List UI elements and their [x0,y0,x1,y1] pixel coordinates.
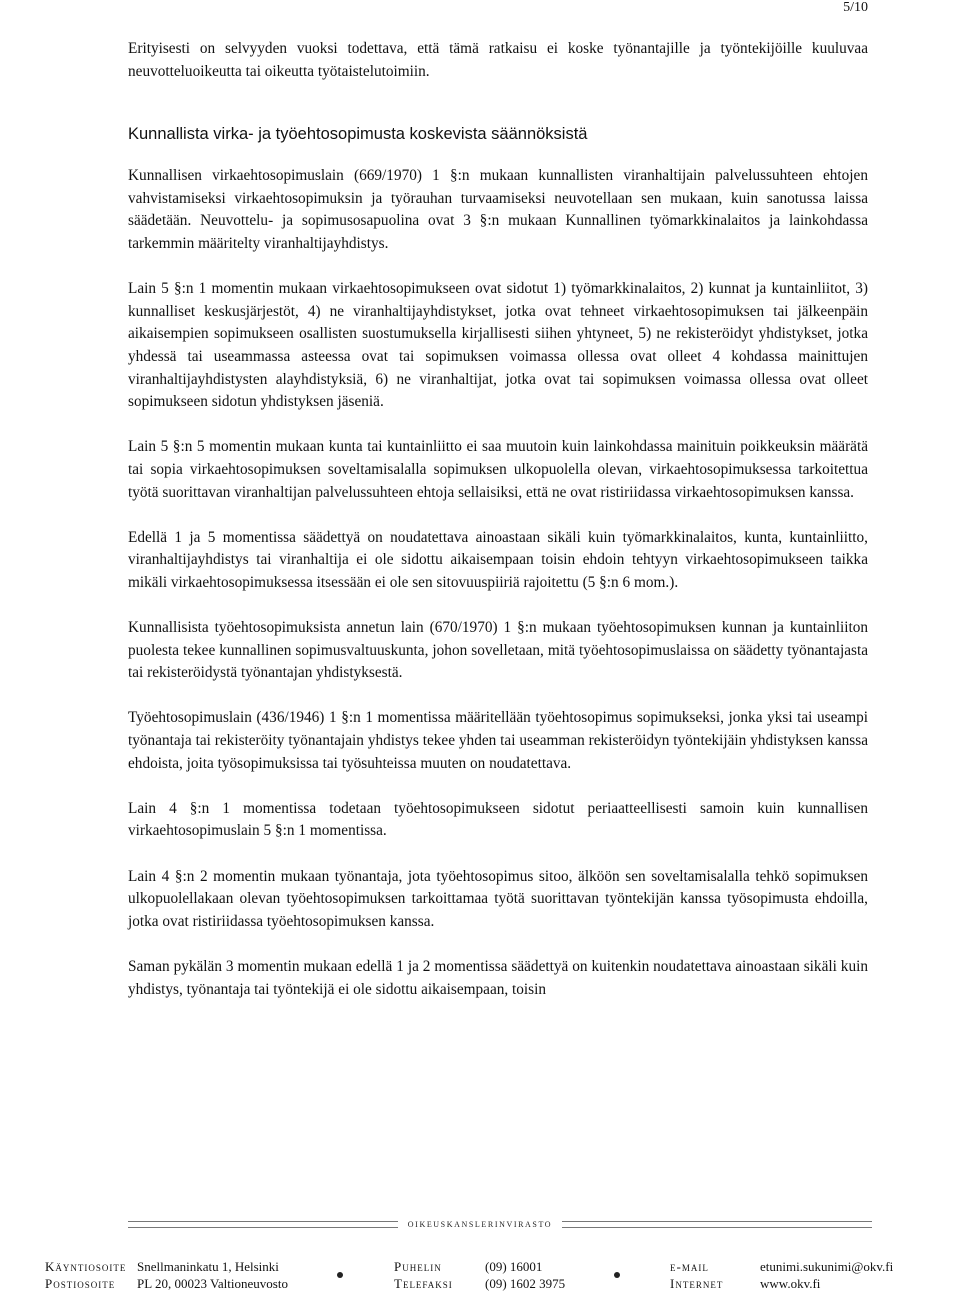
paragraph-intro: Erityisesti on selvyyden vuoksi todettava, että tämä ratkaisu ei koske työnantajille ja työntekijöille kuuluvaa neuvotteluoikeutta tai oikeutta työtaistelutoimiin. [128,40,868,80]
page-number: 5/10 [843,0,868,15]
section-heading: Kunnallista virka- ja työehtosopimusta koskevista säännöksistä [128,125,588,144]
paragraph: Lain 4 §:n 1 momentissa todetaan työehtosopimukseen sidotut periaatteellisesti samoin kuin kunnallisen virkaehtosopimuslain 5 §:n 1 momentissa. [128,799,868,840]
postal-address-value: PL 20, 00023 Valtioneuvosto [137,1276,288,1291]
postal-address-label: Postiosoite [45,1276,116,1291]
paragraph: Lain 5 §:n 5 momentin mukaan kunta tai kuntainliitto ei saa muutoin kuin lainkohdassa mainituin poikkeuksin määrätä tai sopia virkaehtosopimuksen soveltamisalalla sopimuksen ulkopuolella olevan, virkaehtosopimuksessa tarkoitettua työtä suorittavan viranhaltijan palvelussuhteen ehtoja sellaisiksi, että ne ovat ristiriidassa virkaehtosopimuksen kanssa. [128,438,868,501]
paragraph: Kunnallisen virkaehtosopimuslain (669/1970) 1 §:n mukaan kunnallisten viranhaltijain palvelussuhteen ehtojen vahvistamiseksi virkaehtosopimuksin ja työrauhan turvaamiseksi neuvotellaan sen mukaan, kuin sanotussa laissa säädetään. Neuvottelu- ja sopimusosapuolina ovat 3 §:n mukaan Kunnallinen työmarkkinalaitos ja lainkohdassa tarkemmin määritelty viranhaltijayhdistys. [128,167,868,252]
paragraph: Lain 4 §:n 2 momentin mukaan työnantaja, jota työehtosopimus sitoo, älköön sen soveltamisalalla tehkö sopimuksen ulkopuolellakaan olevan työehtosopimuksen tarkoittamaa työtä suorittavan työntekijän kanssa työsopimusta ehdoilla, jotka ovat ristiriidassa työehtosopimuksen kanssa. [128,867,868,930]
separator-dot [614,1272,620,1278]
fax-label: Telefaksi [394,1276,453,1291]
footer-brand-text: oikeuskanslerinvirasto [398,1218,562,1230]
phone-label: Puhelin [394,1259,442,1274]
fax-value: (09) 1602 3975 [485,1276,566,1291]
paragraph: Edellä 1 ja 5 momentissa säädettyä on noudatettava ainoastaan sikäli kuin työmarkkinalaitos, kunta, kuntainliitto, viranhaltijayhdistys tai viranhaltija ei ole sidottu aikaisempaan toisin ehdoin tehtyyn virkaehtosopimukseen taikka mikäli virkaehtosopimuksessa itsessään ei ole sen sitovuuspiiriä rajoitettu (5 §:n 6 mom.). [128,528,868,591]
footer-brand [0,1214,960,1232]
paragraph: Saman pykälän 3 momentin mukaan edellä 1 ja 2 momentissa säädettyä on kuitenkin noudatettava ainoastaan sikäli kuin yhdistys, työnantaja tai työntekijä ei ole sidottu aikaisempaan, toisin [128,957,868,998]
email-label: e-mail [670,1259,709,1274]
phone-value: (09) 16001 [485,1259,543,1274]
footer-contact [0,1258,960,1292]
website-value[interactable]: www.okv.fi [760,1276,821,1291]
document-body [128,38,868,1024]
paragraph: Lain 5 §:n 1 momentin mukaan virkaehtosopimukseen ovat sidotut 1) työmarkkinalaitos, 2) kunnat ja kuntainliitot, 3) kunnalliset keskusjärjestöt, 4) ne viranhaltijayhdistykset, jotka ovat tehneet virkaehtosopimuksen tai jälkeenpäin aikaisempien sopimukseen osallisten suostumuksella kirjallisesti siihen yhtyneet, 5) ne rekisteröidyt yhdistykset, jotka yhdessä tai useammassa asteessa ovat tai sopimuksen voimassa ollessa ovat olleet 4 kohdassa mainittujen viranhaltijayhdistysten alayhdistyksiä, 6) ne viranhaltijat, jotka ovat tai sopimuksen voimassa ollessa ovat olleet sopimukseen sidotun yhdistyksen jäseniä. [128,280,868,411]
internet-label: Internet [670,1276,724,1291]
paragraph: Kunnallisista työehtosopimuksista annetun lain (670/1970) 1 §:n mukaan työehtosopimuksen kunnan ja kuntainliiton puolesta tekee kunnallinen sopimusvaltuuskunta, johon sovelletaan, mitä työehtosopimuslaissa on säädetty työnantajasta tai rekisteröidystä työnantajan yhdistyksestä. [128,619,868,682]
separator-dot [337,1272,343,1278]
visiting-address-value: Snellmaninkatu 1, Helsinki [137,1259,279,1274]
paragraph: Työehtosopimuslain (436/1946) 1 §:n 1 momentissa määritellään työehtosopimus sopimukseksi, jonka yksi tai useampi työnantaja tai rekisteröity työnantajain yhdistys tekee yhden tai useamman rekisteröidyn työntekijäin yhdistyksen kanssa ehdoista, joita työsopimuksissa tai työsuhteissa muuten on noudatettava. [128,709,868,772]
visiting-address-label: Käyntiosoite [45,1259,127,1274]
email-value[interactable]: etunimi.sukunimi@okv.fi [760,1259,894,1274]
